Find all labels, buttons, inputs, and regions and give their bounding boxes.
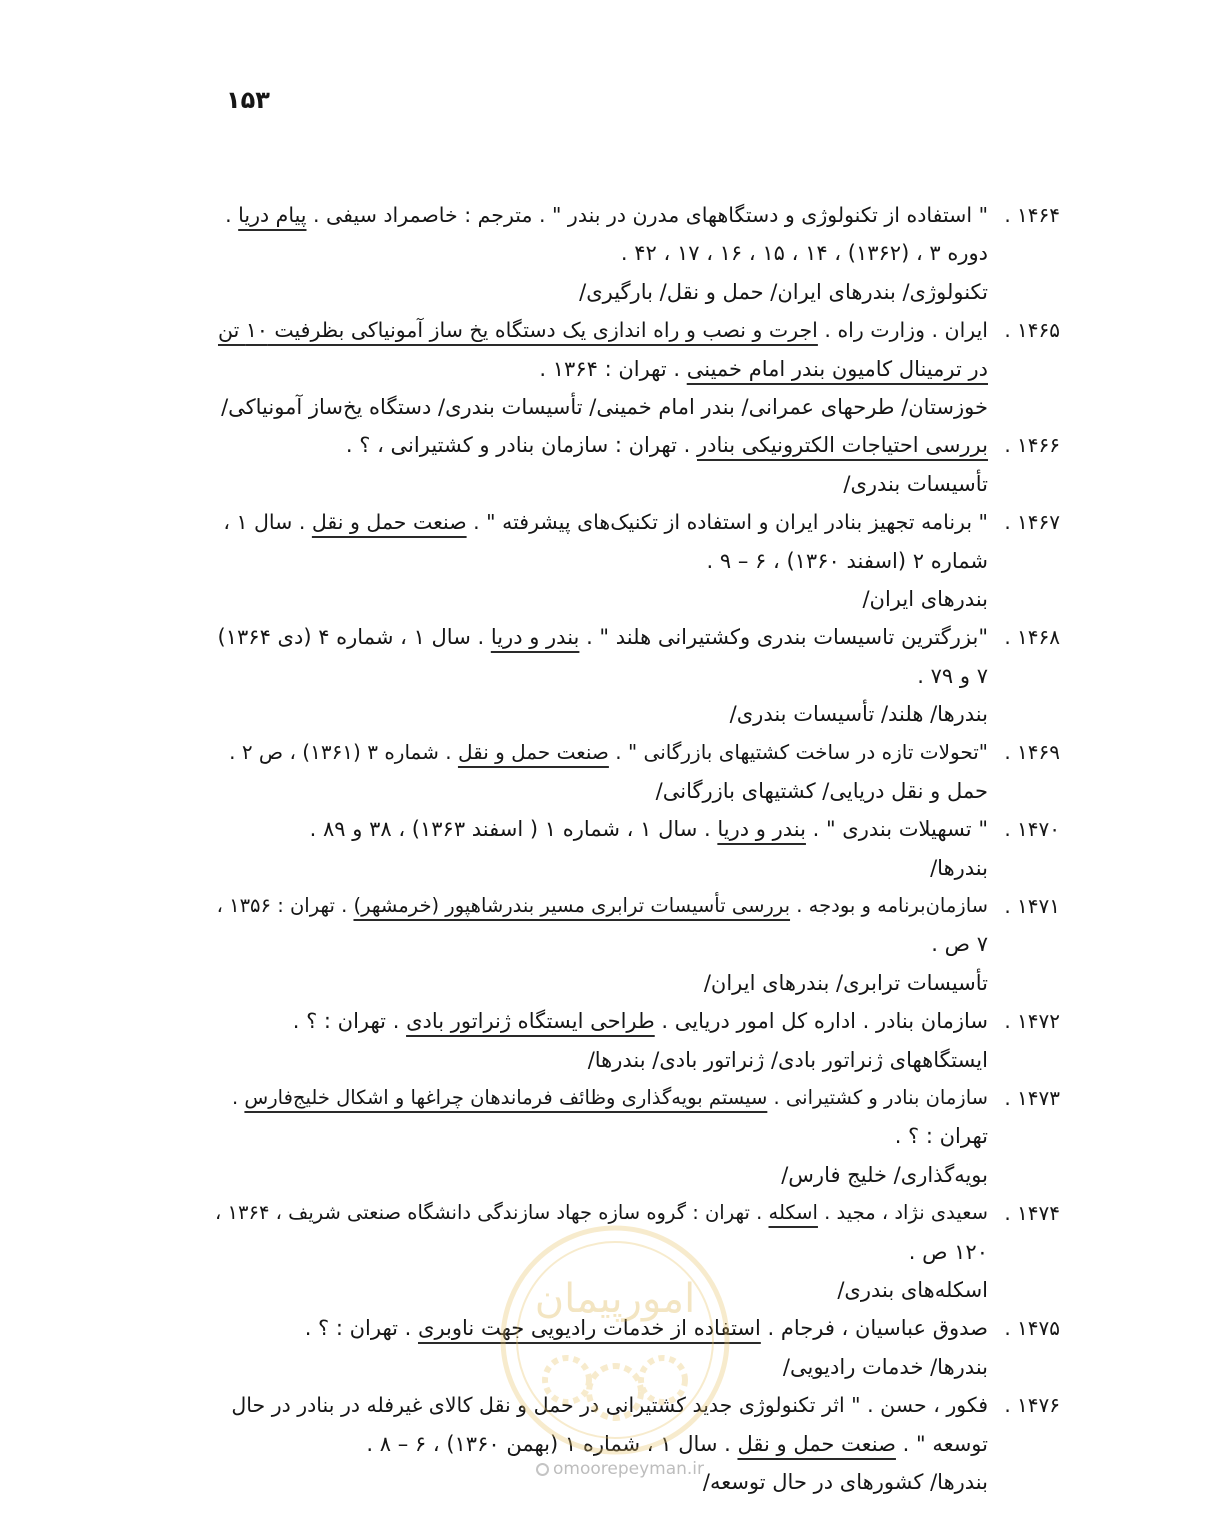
- citation-text: . تهران : گروه سازه جهاد سازندگی دانشگاه صنعتی شریف ، ۱۳۶۴ ،: [215, 1201, 769, 1225]
- subject-headings: خوزستان/ طرحهای عمرانی/ بندر امام خمینی/ تأسیسات بندری/ دستگاه یخ‌ساز آمونیاکی/: [221, 394, 988, 419]
- watermark-site-text: omoorepeyman.ir: [552, 1459, 705, 1479]
- citation-text: ایران . وزارت راه .: [817, 318, 988, 343]
- bibliography-entry: [215, 311, 1060, 426]
- subject-headings: تأسیسات بندری/: [843, 471, 988, 496]
- citation-text: سازمان بنادر و کشتیرانی .: [767, 1085, 988, 1109]
- citation-text: . تهران : ؟ .: [292, 1009, 407, 1034]
- citation-text: صدوق عباسیان ، فرجام .: [760, 1316, 988, 1341]
- citation-text: " استفاده از تکنولوژی و دستگاههای مدرن در بندر " . مترجم : خاصمراد سیفی .: [306, 203, 988, 227]
- underlined-title: سیستم بویه‌گذاری وظائف فرماندهان چراغها و اشکال خلیج‌فارس: [244, 1085, 768, 1109]
- citation-text: ۷ و ۷۹ .: [917, 663, 988, 688]
- citation-line: [215, 1194, 988, 1232]
- entry-body: [215, 810, 988, 887]
- entry-body: [215, 196, 988, 311]
- subject-headings: اسکله‌های بندری/: [837, 1277, 988, 1302]
- entry-body: [215, 733, 988, 810]
- entry-body: [215, 1309, 988, 1386]
- bibliography-entry: [215, 426, 1060, 503]
- entry-body: [215, 887, 988, 1002]
- entry-number: ۱۴۷۲ .: [1004, 1009, 1060, 1034]
- subject-headings: تأسیسات ترابری/ بندرهای ایران/: [703, 970, 988, 995]
- bibliography-entry: [215, 1194, 1060, 1309]
- bibliography-entry: [215, 1002, 1060, 1079]
- underlined-title: اسکله: [768, 1201, 818, 1225]
- citation-text: . شماره ۳ (۱۳۶۱) ، ص ۲ .: [229, 740, 458, 765]
- citation-text: ۱۲۰ ص .: [908, 1239, 988, 1264]
- citation-text: "بزرگترین تاسیسات بندری وکشتیرانی هلند " .: [579, 625, 988, 650]
- entry-number: ۱۴۷۴ .: [1004, 1201, 1060, 1226]
- citation-line: [215, 887, 988, 925]
- citation-line: [215, 503, 988, 541]
- bibliography-list: [215, 196, 1060, 1501]
- entry-number: ۱۴۶۵ .: [1004, 318, 1060, 343]
- entry-number: ۱۴۷۰ .: [1004, 817, 1060, 842]
- citation-line: [215, 1386, 988, 1424]
- underlined-title: پیام دریا: [238, 203, 307, 227]
- subject-headings: ایستگاههای ژنراتور بادی/ ژنراتور بادی/ بندرها/: [587, 1047, 988, 1072]
- citation-text: دوره ۳ ، (۱۳۶۲) ، ۱۴ ، ۱۵ ، ۱۶ ، ۱۷ ، ۴۲ .: [620, 241, 988, 266]
- citation-line: [215, 1079, 988, 1117]
- citation-line: [215, 311, 988, 349]
- entry-body: [215, 311, 988, 426]
- citation-line: [215, 1309, 988, 1347]
- citation-line: [215, 1002, 988, 1040]
- citation-text: شماره ۲ (اسفند ۱۳۶۰) ، ۶ – ۹ .: [706, 548, 988, 573]
- citation-text: . سال ۱ ،: [223, 510, 312, 535]
- citation-text: . تهران : ۱۳۶۴ .: [539, 356, 687, 381]
- subject-headings: بویه‌گذاری/ خلیج فارس/: [781, 1162, 988, 1187]
- underlined-title: صنعت حمل و نقل: [457, 740, 609, 765]
- citation-line: [215, 426, 988, 464]
- citation-text: . تهران : ۱۳۵۶ ،: [216, 894, 354, 918]
- entry-number: ۱۴۷۶ .: [1004, 1393, 1060, 1418]
- logo-text: امورپیمان: [534, 1276, 696, 1322]
- citation-line: [215, 1425, 988, 1463]
- entry-number: ۱۴۶۷ .: [1004, 510, 1060, 535]
- entry-body: [215, 503, 988, 618]
- citation-text: . تهران : ؟ .: [304, 1316, 419, 1341]
- page-number: ۱۵۳: [226, 86, 270, 114]
- bibliography-entry: [215, 810, 1060, 887]
- citation-line: [215, 810, 988, 848]
- bibliography-entry: [215, 196, 1060, 311]
- underlined-title: بررسی تأسیسات ترابری مسیر بندرشاهپور (خرمشهر): [353, 894, 791, 918]
- subject-headings: تکنولوژی/ بندرهای ایران/ حمل و نقل/ بارگیری/: [579, 279, 988, 304]
- entry-number: ۱۴۷۱ .: [1004, 894, 1060, 919]
- underlined-title: صنعت حمل و نقل: [737, 1431, 896, 1456]
- citation-line: [215, 196, 988, 234]
- subject-headings: بندرها/: [930, 855, 988, 880]
- citation-text: فکور ، حسن . " اثر تکنولوژی جدید کشتیرانی در حمل و نقل کالای غیرفله در بنادر در حال: [231, 1393, 988, 1418]
- citation-text: . تهران : سازمان بنادر و کشتیرانی ، ؟ .: [345, 433, 697, 458]
- underlined-title: بندر و دریا: [490, 625, 580, 650]
- underlined-title: صنعت حمل و نقل: [311, 510, 467, 535]
- citation-text: " برنامه تجهیز بنادر ایران و استفاده از تکنیک‌های پیشرفته " .: [466, 510, 988, 535]
- citation-text: . سال ۱ ، شماره ۱ (بهمن ۱۳۶۰) ، ۶ – ۸ .: [366, 1431, 738, 1456]
- citation-line: [215, 350, 988, 388]
- citation-text: . سال ۱ ، شماره ۱ ( اسفند ۱۳۶۳) ، ۳۸ و ۸۹ .: [309, 817, 718, 842]
- subject-headings: حمل و نقل دریایی/ کشتیهای بازرگانی/: [655, 778, 988, 803]
- citation-text: .: [225, 203, 239, 227]
- entry-number: ۱۴۶۹ .: [1004, 740, 1060, 765]
- underlined-title: بررسی احتیاجات الکترونیکی بنادر: [697, 433, 988, 458]
- citation-line: [215, 1233, 988, 1271]
- citation-text: سعیدی نژاد ، مجید .: [817, 1201, 988, 1225]
- bibliography-entry: [215, 887, 1060, 1002]
- entry-number: ۱۴۷۵ .: [1004, 1316, 1060, 1341]
- underlined-title: اجرت و نصب و راه اندازی یک دستگاه یخ ساز آمونیاکی بظرفیت ۱۰ تن: [217, 318, 818, 343]
- bibliography-entry: [215, 733, 1060, 810]
- subject-headings: بندرهای ایران/: [862, 586, 988, 611]
- subject-headings: بندرها/ هلند/ تأسیسات بندری/: [729, 702, 988, 727]
- subject-headings: بندرها/ خدمات رادیویی/: [782, 1354, 988, 1379]
- entry-body: [215, 1386, 988, 1501]
- entry-number: ۱۴۶۶ .: [1004, 433, 1060, 458]
- entry-body: [215, 618, 988, 733]
- subject-headings: بندرها/ کشورهای در حال توسعه/: [702, 1469, 988, 1494]
- entry-body: [215, 426, 988, 503]
- citation-line: [215, 542, 988, 580]
- citation-text: تهران : ؟ .: [894, 1124, 988, 1149]
- bibliography-entry: [215, 503, 1060, 618]
- citation-text: ۷ ص .: [931, 932, 988, 957]
- bibliography-entry: [215, 1079, 1060, 1194]
- entry-body: [215, 1079, 988, 1194]
- entry-body: [215, 1002, 988, 1079]
- underlined-title: بندر و دریا: [717, 817, 806, 842]
- entry-number: ۱۴۷۳ .: [1004, 1085, 1060, 1110]
- citation-text: سازمان‌برنامه و بودجه .: [790, 894, 988, 918]
- citation-line: [215, 1117, 988, 1155]
- citation-text: سازمان بنادر . اداره کل امور دریایی .: [654, 1009, 988, 1034]
- entry-number: ۱۴۶۸ .: [1004, 625, 1060, 650]
- underlined-title: استفاده از خدمات رادیویی جهت ناوبری: [418, 1316, 761, 1341]
- citation-line: [215, 925, 988, 963]
- citation-text: .: [232, 1085, 245, 1109]
- citation-line: [215, 657, 988, 695]
- citation-line: [215, 234, 988, 272]
- bibliography-entry: [215, 1386, 1060, 1501]
- bibliography-entry: [215, 1309, 1060, 1386]
- bibliography-entry: [215, 618, 1060, 733]
- entry-body: [215, 1194, 988, 1309]
- citation-text: "تحولات تازه در ساخت کشتیهای بازرگانی " .: [608, 740, 988, 765]
- citation-line: [215, 618, 988, 656]
- citation-line: [215, 733, 988, 771]
- citation-text: " تسهیلات بندری " .: [805, 817, 988, 842]
- citation-text: . سال ۱ ، شماره ۴ (دی ۱۳۶۴): [217, 625, 491, 650]
- entry-number: ۱۴۶۴ .: [1004, 203, 1060, 227]
- underlined-title: در ترمینال کامیون بندر امام خمینی: [686, 356, 988, 381]
- underlined-title: طراحی ایستگاه ژنراتور بادی: [406, 1009, 655, 1034]
- citation-text: توسعه " .: [895, 1431, 988, 1456]
